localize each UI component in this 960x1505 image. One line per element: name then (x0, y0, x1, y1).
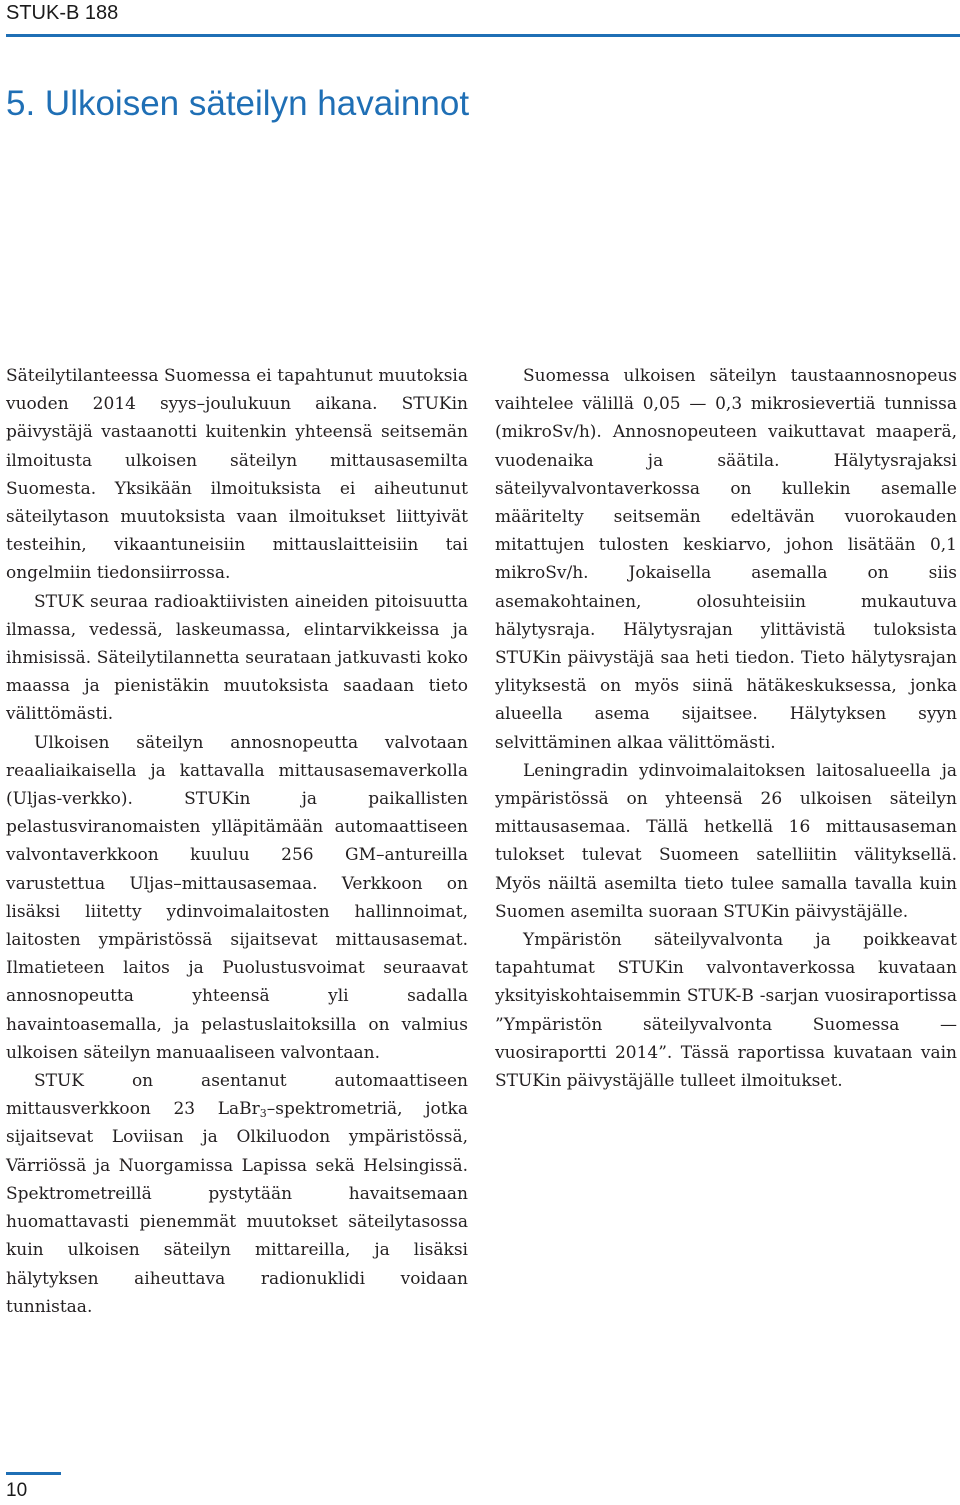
footer-rule (6, 1472, 61, 1475)
left-paragraph-4-end: –spektrometriä, jotka sijaitsevat Loviisan ja Olkiluodon ympäristössä, Värriössä ja Nuorgamissa Lapissa sekä Helsingissä. Spektrometreillä pystytään havaitsemaan huomattavasti pienemmät muutokset säteilytasossa kuin ulkoisen säteilyn mittareilla, ja lisäksi hälytyksen aiheuttava radionuklidi voidaan tunnistaa. (6, 1099, 468, 1317)
right-paragraph-1: Suomessa ulkoisen säteilyn taustaannosnopeus vaihtelee välillä 0,05 — 0,3 mikrosievertiä tunnissa (mikroSv/h). Annosnopeuteen vaikuttavat maaperä, vuodenaika ja säätila. Hälytysrajaksi säteilyvalvontaverkossa on kullekin asemalle määritelty seitsemän edeltävän vuorokauden mitattujen tulosten keskiarvo, johon lisätään 0,1 mikroSv/h. Jokaisella asemalla on siis asemakohtainen, olosuhteisiin mukautuva hälytysraja. Hälytysrajan ylittävistä tuloksista STUKin päivystäjä saa heti tiedon. Tieto hälytysrajan ylityksestä on myös siinä hätäkeskuksessa, jonka alueella asema sijaitsee. Hälytyksen syyn selvittäminen alkaa välittömästi. (495, 366, 957, 753)
left-paragraph-1: Säteilytilanteessa Suomessa ei tapahtunut muutoksia vuoden 2014 syys–joulukuun aikana. STUKin päivystäjä vastaanotti kuitenkin yhteensä seitsemän ilmoitusta ulkoisen säteilyn mittausasemilta Suomesta. Yksikään ilmoituksista ei aiheutunut säteilytason muutoksista vaan ilmoitukset liittyivät testeihin, vikaantuneisiin mittauslaitteisiin tai ongelmiin tiedonsiirrossa. (6, 366, 468, 584)
header-rule (6, 34, 960, 37)
left-paragraph-2: STUK seuraa radioaktiivisten aineiden pitoisuutta ilmassa, vedessä, laskeumassa, elintarvikkeissa ja ihmisissä. Säteilytilannetta seurataan jatkuvasti koko maassa ja pienistäkin muutoksista saadaan tieto välittömästi. (6, 591, 468, 725)
right-paragraph-3: Ympäristön säteilyvalvonta ja poikkeavat tapahtumat STUKin valvontaverkossa kuvataan yksityiskohtaisemmin STUK-B -sarjan vuosiraportissa ”Ympäristön säteilyvalvonta Suomessa — vuosiraportti 2014”. Tässä raportissa kuvataan vain STUKin päivystäjälle tulleet ilmoitukset. (495, 930, 957, 1092)
page-number: 10 (6, 1480, 28, 1501)
left-paragraph-4 (6, 1067, 468, 1321)
chapter-title: 5. Ulkoisen säteilyn havainnot (6, 84, 470, 123)
labr-subscript: 3 (259, 1107, 267, 1121)
left-column (6, 362, 468, 1321)
left-paragraph-4-start: STUK on asentanut automaattiseen mittausverkkoon 23 LaBr (6, 1071, 468, 1120)
left-paragraph-3: Ulkoisen säteilyn annosnopeutta valvotaan reaaliaikaisella ja kattavalla mittausasemaverkolla (Uljas-verkko). STUKin ja paikallisten pelastusviranomaisten ylläpitämään automaattiseen valvontaverkkoon kuuluu 256 GM–antureilla varustettua Uljas–mittausasemaa. Verkkoon on lisäksi liitetty ydinvoimalaitosten hallinnoimat, laitosten ympäristössä sijaitsevat mittausasemat. Ilmatieteen laitos ja Puolustusvoimat seuraavat annosnopeutta yhteensä yli sadalla havaintoasemalla, ja pelastuslaitoksilla on valmius ulkoisen säteilyn manuaaliseen valvontaan. (6, 732, 468, 1063)
right-column (495, 362, 957, 1095)
series-label: STUK-B 188 (6, 2, 119, 24)
right-paragraph-2: Leningradin ydinvoimalaitoksen laitosalueella ja ympäristössä on yhteensä 26 ulkoisen säteilyn mittausasemaa. Tällä hetkellä 16 mittausaseman tulokset tulevat Suomeen satelliitin välityksellä. Myös näiltä asemilta tieto tulee samalla tavalla kuin Suomen asemilta suoraan STUKin päivystäjälle. (495, 760, 957, 922)
